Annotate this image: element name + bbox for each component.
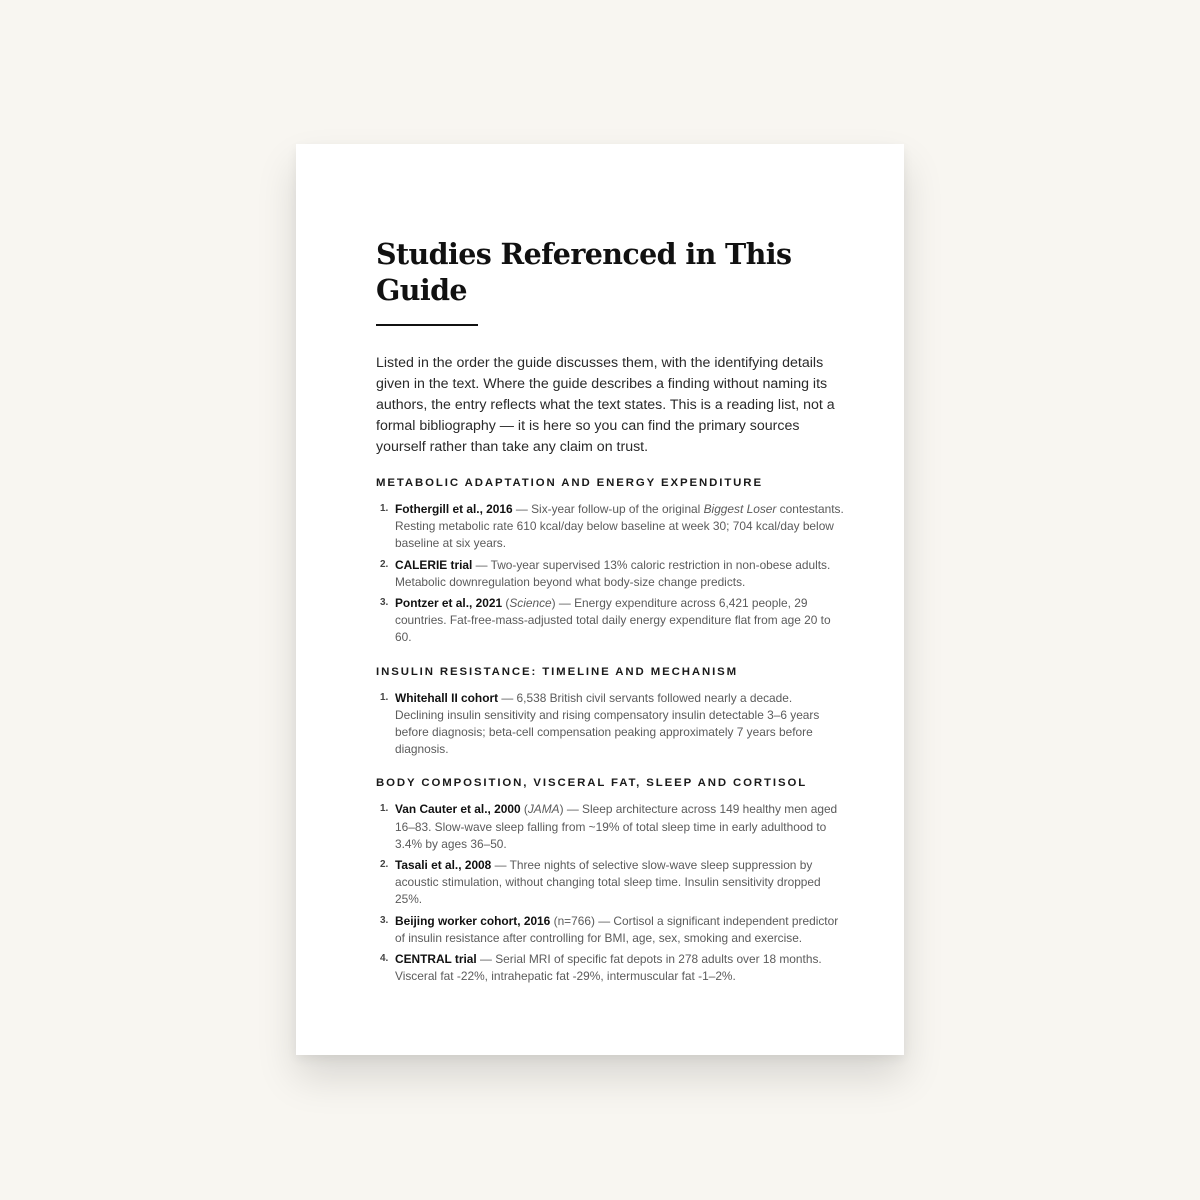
item-number: 2.	[380, 558, 389, 570]
reference-item	[376, 857, 844, 909]
paren-open: (	[502, 596, 510, 611]
paren-close: )	[551, 596, 556, 611]
document-page	[296, 144, 904, 1055]
study-description: — Two-year supervised 13% caloric restriction in non-obese adults. Metabolic downregulation beyond what body-size change predicts.	[395, 557, 831, 589]
journal-name: Science	[509, 596, 552, 611]
study-name: Whitehall II cohort	[395, 690, 499, 705]
reference-item	[376, 595, 844, 647]
study-description: — Serial MRI of specific fat depots in 278 adults over 18 months. Visceral fat -22%, intrahepatic fat -29%, intermuscular fat -1–2%.	[395, 952, 822, 984]
paren-open: (	[520, 802, 528, 817]
study-description: — Three nights of selective slow-wave sleep suppression by acoustic stimulation, without changing total sleep time. Insulin sensitivity dropped 25%.	[395, 858, 821, 907]
item-number: 3.	[380, 914, 389, 926]
section-heading: INSULIN RESISTANCE: TIMELINE AND MECHANISM	[376, 665, 739, 678]
study-name: Pontzer et al., 2021	[395, 596, 503, 611]
study-description: — Six-year follow-up of the original	[512, 502, 704, 516]
item-number: 4.	[380, 953, 389, 965]
study-name: Tasali et al., 2008	[395, 858, 492, 873]
paren-close: )	[590, 913, 595, 928]
study-description-italic: Biggest Loser	[703, 502, 777, 516]
reference-list	[376, 801, 844, 985]
title-underline	[376, 324, 478, 326]
study-description: — Sleep architecture across 149 healthy men aged 16–83. Slow-wave sleep falling from ~19% of total sleep time in early adulthood to 3.4% by ages 36–50.	[395, 802, 838, 851]
item-number: 1.	[380, 503, 389, 514]
reference-list	[376, 690, 844, 759]
item-number: 1.	[380, 691, 389, 703]
reference-item	[376, 501, 844, 553]
section-heading: METABOLIC ADAPTATION AND ENERGY EXPENDITURE	[376, 477, 763, 489]
journal-name: JAMA	[527, 802, 560, 817]
study-description: — Energy expenditure across 6,421 people, 29 countries. Fat-free-mass-adjusted total daily energy expenditure flat from age 20 to 60.	[395, 596, 831, 645]
sample-size: n=766	[557, 913, 591, 928]
study-name: Van Cauter et al., 2000	[395, 802, 521, 817]
study-description: contestants. Resting metabolic rate 610 kcal/day below baseline at week 30; 704 kcal/day below baseline at six years.	[395, 502, 844, 551]
reference-list	[376, 501, 844, 647]
item-number: 3.	[380, 597, 389, 609]
study-description: — Cortisol a significant independent predictor of insulin resistance after controlling for BMI, age, sex, smoking and exercise.	[395, 913, 839, 945]
section-heading: BODY COMPOSITION, VISCERAL FAT, SLEEP AND CORTISOL	[376, 777, 808, 790]
study-name: CENTRAL trial	[395, 952, 477, 967]
paren-open: (	[550, 913, 558, 928]
study-name: CALERIE trial	[395, 557, 473, 572]
study-name: Beijing worker cohort, 2016	[395, 913, 551, 928]
item-number: 2.	[380, 859, 389, 871]
reference-item	[376, 913, 844, 947]
reference-sections	[376, 476, 844, 985]
study-description: — 6,538 British civil servants followed nearly a decade. Declining insulin sensitivity and rising compensatory insulin detectable 3–6 years before diagnosis; beta-cell compensation peaking approximately 7 years before diagnosis.	[395, 690, 820, 757]
paren-close: )	[559, 802, 564, 817]
item-number: 1.	[380, 803, 389, 815]
reference-item	[376, 951, 844, 985]
reference-item	[376, 801, 844, 853]
reference-item	[376, 690, 844, 759]
reference-item	[376, 557, 844, 591]
study-name: Fothergill et al., 2016	[395, 502, 513, 516]
page-title: Studies Referenced in This Guide	[376, 237, 792, 307]
intro-paragraph: Listed in the order the guide discusses them, with the identifying details given in the text. Where the guide describes a finding without naming its authors, the entry reflects what the text states. This is a reading list, not a formal bibliography — it is here so you can find the primary sources yourself rather than take any claim on trust.	[376, 355, 835, 455]
